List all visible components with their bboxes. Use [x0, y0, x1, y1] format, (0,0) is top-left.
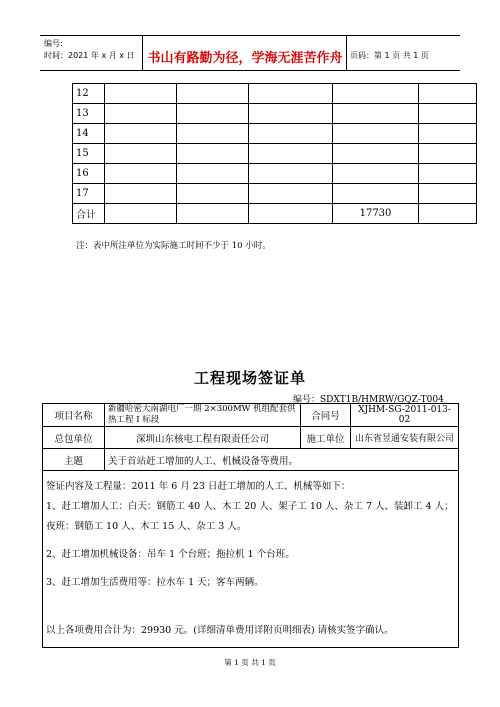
table-row	[73, 104, 477, 124]
table-cell	[177, 144, 249, 164]
table-cell	[105, 84, 177, 104]
table-cell	[249, 104, 333, 124]
content-line: 签证内容及工程量：2011 年 6 月 23 日赶工增加的人工、机械等如下：	[46, 481, 351, 492]
header-time: 时间：2021 年 x 月 x 日	[44, 51, 135, 60]
total-cell	[333, 164, 419, 184]
row-number: 16	[73, 164, 105, 184]
content-line: 3、赶工增加生活费用等：拉水车 1 天；客车两辆。	[46, 577, 264, 588]
table-cell	[177, 164, 249, 184]
total-cell	[333, 104, 419, 124]
header-bottom-rule	[40, 70, 460, 71]
row-contractor	[43, 427, 459, 449]
total-cell: 17730	[333, 204, 419, 224]
table-cell	[249, 184, 333, 204]
table-cell	[177, 184, 249, 204]
content-cell	[43, 471, 459, 648]
header-motto: 书山有路勤为径，学海无涯苦作舟	[147, 51, 343, 66]
header-number-label: 编号:	[44, 39, 63, 48]
header-top-rule	[40, 35, 460, 36]
total-cell	[333, 124, 419, 144]
table-row	[73, 164, 477, 184]
row-number: 13	[73, 104, 105, 124]
project-value: 新疆哈密大南湖电厂一期 2×300MW 机组配套供热工程 I 标段	[105, 404, 301, 427]
table-cell	[419, 124, 477, 144]
table-cell	[249, 204, 333, 224]
table-cell	[177, 124, 249, 144]
row-number: 12	[73, 84, 105, 104]
table-row	[73, 124, 477, 144]
header-page-info: 页码：第 1 页 共 1 页	[350, 51, 429, 60]
table-cell	[249, 164, 333, 184]
table-cell	[105, 164, 177, 184]
row-number: 14	[73, 124, 105, 144]
quantity-table	[72, 83, 477, 224]
content-line: 2、赶工增加机械设备：吊车 1 个台班；拖拉机 1 个台班。	[46, 549, 295, 560]
row-number: 15	[73, 144, 105, 164]
content-line: 1、赶工增加人工：白天：钢筋工 40 人、木工 20 人、架子工 10 人、杂工 7 人、装卸工 4 人；	[46, 501, 454, 512]
row-number: 合计	[73, 204, 105, 224]
total-cell	[333, 144, 419, 164]
site-visa-table	[42, 403, 459, 648]
row-project	[43, 404, 459, 427]
table-cell	[419, 84, 477, 104]
table-row	[73, 84, 477, 104]
topic-value: 关于首站赶工增加的人工、机械设备等费用。	[105, 449, 459, 471]
table-cell	[105, 124, 177, 144]
project-label: 项目名称	[43, 404, 105, 427]
table-cell	[419, 164, 477, 184]
header-divider-left	[142, 35, 143, 70]
table-cell	[177, 104, 249, 124]
header-divider-right	[346, 35, 347, 70]
table-cell	[105, 204, 177, 224]
topic-label: 主题	[43, 449, 105, 471]
content-line: 以上各项费用合计为：29930 元。(详细清单费用详附页明细表) 请核实签字确认。	[46, 625, 394, 636]
table-cell	[419, 204, 477, 224]
table-cell	[419, 144, 477, 164]
table-cell	[419, 184, 477, 204]
row-number: 17	[73, 184, 105, 204]
contract-value: XJHM-SG-2011-013-02	[351, 404, 459, 427]
total-cell	[333, 84, 419, 104]
content-line: 夜班：钢筋工 10 人、木工 15 人、杂工 3 人。	[46, 521, 247, 532]
table-cell	[105, 104, 177, 124]
table-note: 注：表中所注单位为实际施工时间不少于 10 小时。	[76, 241, 271, 251]
form-title: 工程现场签证单	[193, 369, 306, 387]
form-number: 编号：SDXT1B/HMRW/GQZ-T004	[293, 395, 444, 405]
unit-label: 施工单位	[301, 427, 351, 449]
table-cell	[249, 84, 333, 104]
row-content	[43, 471, 459, 648]
contract-label: 合同号	[301, 404, 351, 427]
unit-value: 山东省昱通安装有限公司	[351, 427, 459, 449]
gc-value: 深圳山东核电工程有限责任公司	[105, 427, 301, 449]
row-topic	[43, 449, 459, 471]
table-row	[73, 184, 477, 204]
page-footer: 第 1 页 共 1 页	[224, 658, 276, 667]
table-cell	[249, 144, 333, 164]
table-row	[73, 144, 477, 164]
table-row	[73, 204, 477, 224]
total-cell	[333, 184, 419, 204]
table-cell	[177, 84, 249, 104]
table-cell	[105, 144, 177, 164]
table-cell	[105, 184, 177, 204]
gc-label: 总包单位	[43, 427, 105, 449]
table-cell	[177, 204, 249, 224]
table-cell	[249, 124, 333, 144]
table-cell	[419, 104, 477, 124]
